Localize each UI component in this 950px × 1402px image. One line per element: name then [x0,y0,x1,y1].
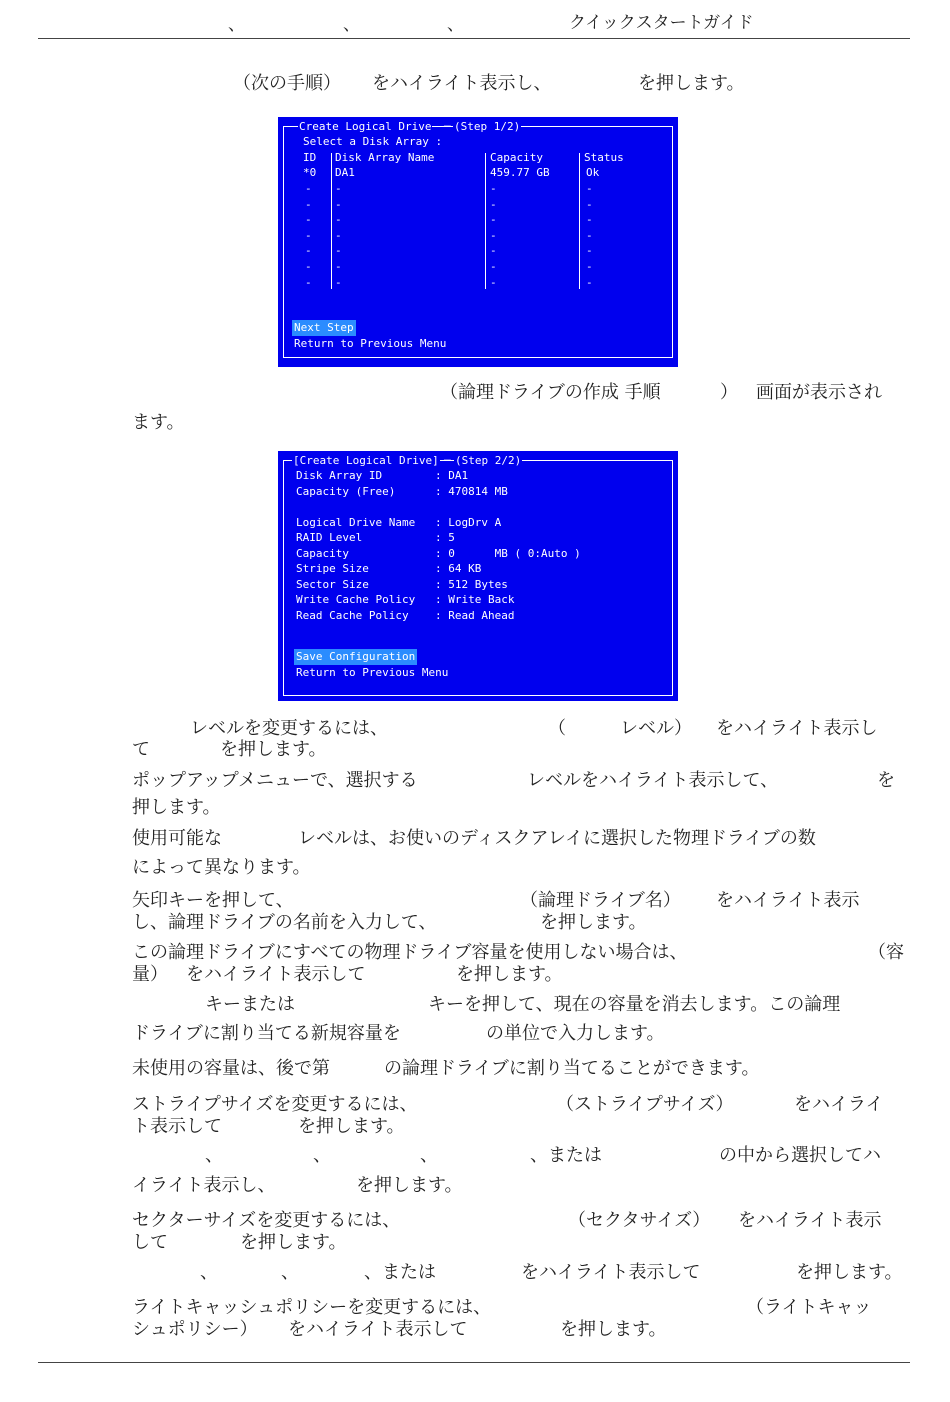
empty-cell: - [305,213,312,227]
screen-step-label: (Step 2/2) [455,454,522,467]
field-value: : LogDrv A [435,515,502,529]
empty-cell: - [305,182,312,195]
field-value: : DA1 [435,469,469,482]
paragraph-fragment: を押します。 [456,964,563,985]
paragraph-fragment: セクターサイズを変更するには、 [132,1210,401,1231]
paragraph-fragment: ストライプサイズを変更するには、 [132,1094,418,1115]
paragraph-fragment: 、 [313,1145,331,1166]
empty-cell: - [490,275,497,289]
field-value: : 512 Bytes [435,577,508,591]
return-menu-item[interactable]: Return to Previous Menu [296,666,449,679]
field-label: RAID Level [296,531,363,544]
caption-step2: （論理ドライブの作成 手順 [440,382,661,403]
save-configuration-button[interactable]: Save Configuration [296,650,416,663]
paragraph-fragment: 使用可能な [132,828,222,849]
paragraph-fragment: ポップアップメニューで、選択する [132,770,418,791]
column-divider [331,153,332,289]
paragraph-fragment: を押します。 [220,739,327,760]
paragraph-fragment: 未使用の容量は、後で第 [132,1058,330,1079]
header-comma: 、 [343,15,360,35]
empty-cell: - [586,244,593,258]
paragraph-fragment: イライト表示し、 [132,1175,276,1196]
header-comma: 、 [447,15,464,35]
caption-tail: ます。 [132,412,185,433]
terminal-screen-step1: Create Logical Drive ─ (Step 1/2) Select a Disk Array : ID Disk Array Name Capacity Status *0 DA1 459.77 GB Ok - - - - - - - - - - - - - - - - - - - - - - - - - - - - Next Step Return to Previous Menu [278,117,678,367]
paragraph-fragment: 、 [420,1145,438,1166]
empty-cell: - [490,260,497,273]
field-label: Capacity [296,546,349,560]
paragraph-fragment: レベルを変更するには、 [190,718,388,739]
paragraph-fragment: て [132,739,150,760]
paragraph-fragment: をハイライト表示 [738,1210,882,1231]
paragraph-fragment: をハイライト表示し [716,718,878,739]
paragraph-fragment: （論理ドライブ名） [520,890,681,911]
field-label: Write Cache Policy [296,593,416,606]
row-capacity: 459.77 GB [490,166,550,179]
paragraph-fragment: して [132,1232,168,1253]
empty-cell: - [305,260,312,273]
screen-title: Create Logical Drive [299,120,432,133]
empty-cell: - [586,260,593,273]
return-menu-item[interactable]: Return to Previous Menu [294,337,447,350]
paragraph-fragment: 、 [281,1262,299,1283]
field-label: Stripe Size [296,562,369,575]
paragraph-fragment: （ [548,718,566,739]
paragraph-fragment: キーを押して、現在の容量を消去します。この論理 [428,994,841,1015]
paragraph-fragment: （容 [868,942,904,963]
empty-cell: - [335,182,342,195]
field-label: Disk Array ID [296,469,383,482]
empty-cell: - [335,275,342,289]
column-header-status: Status [584,151,624,164]
empty-cell: - [305,275,312,289]
paragraph-fragment: を押します。 [796,1262,903,1283]
empty-cell: - [586,213,593,227]
empty-cell: - [335,228,342,242]
field-value: : Write Back [435,593,515,606]
empty-cell: - [335,213,342,227]
paragraph-fragment: をハイライ [794,1094,884,1115]
empty-cell: - [490,244,497,258]
row-id: *0 [303,166,317,179]
column-divider [485,153,486,289]
paragraph-fragment: の単位で入力します。 [486,1023,665,1044]
paragraph-fragment: 、または [364,1262,436,1283]
intro-next-step: （次の手順） [233,73,341,94]
paragraph-fragment: 、または [530,1145,602,1166]
paragraph-fragment: （ライトキャッ [746,1297,872,1318]
caption-close-paren: ） [720,382,738,403]
header-comma: 、 [228,15,245,35]
field-value: : Read Ahead [435,608,515,622]
empty-cell: - [335,260,342,273]
paragraph-fragment: この論理ドライブにすべての物理ドライブ容量を使用しない場合は、 [132,942,688,963]
paragraph-fragment: を押します。 [298,1116,405,1137]
empty-cell: - [586,197,593,211]
empty-cell: - [490,182,497,195]
caption-screen-shown: 画面が表示され [756,382,882,403]
empty-cell: - [335,244,342,258]
paragraph-fragment: を押します。 [240,1232,347,1253]
paragraph-fragment: の論理ドライブに割り当てることができます。 [384,1058,760,1079]
paragraph-fragment: ト表示して [132,1116,222,1137]
empty-cell: - [586,182,593,195]
empty-cell: - [490,228,497,242]
paragraph-fragment: ライトキャッシュポリシーを変更するには、 [132,1297,492,1318]
row-status: Ok [586,166,600,179]
paragraph-fragment: 押します。 [132,797,221,818]
paragraph-fragment: シュポリシー） [132,1319,258,1340]
screen-subtitle: Select a Disk Array : [303,135,443,148]
next-step-button[interactable]: Next Step [294,321,354,334]
field-label: Read Cache Policy [296,608,409,622]
row-name: DA1 [335,166,355,179]
field-value: : 5 [435,531,455,544]
paragraph-fragment: をハイライト表示して [288,1319,468,1340]
paragraph-fragment: 矢印キーを押して、 [132,890,294,911]
empty-cell: - [490,197,497,211]
field-label: Logical Drive Name [296,515,416,529]
intro-highlight: をハイライト表示し、 [372,73,552,94]
empty-cell: - [305,244,312,258]
paragraph-fragment: 、 [200,1262,218,1283]
screen-title: [Create Logical Drive] [293,454,439,467]
screen-step-label: (Step 1/2) [454,120,521,133]
paragraph-fragment: し、論理ドライブの名前を入力して、 [132,912,437,933]
terminal-screen-step2: [Create Logical Drive] ─ (Step 2/2) Disk Array ID : DA1 Capacity (Free) : 470814 MB Logical Drive Name : LogDrv A RAID Level : 5 Capacity : 0 MB ( 0:Auto ) Stripe Size : 64 KB Sector Size : 512 Bytes Write Cache Policy : Write Back Read Cache Policy : Read Ahead Save Configuration Return to Previous Menu [278,451,678,701]
paragraph-fragment: を押します。 [356,1175,463,1196]
empty-cell: - [490,213,497,227]
field-value: : 470814 MB [435,484,508,498]
paragraph-fragment: の中から選択してハ [719,1145,881,1166]
paragraph-fragment: によって異なります。 [132,857,311,878]
footer-divider [38,1362,910,1363]
header-divider [38,38,910,39]
field-label: Capacity (Free) [296,484,396,498]
paragraph-fragment: を押します。 [560,1319,667,1340]
header-title: クイックスタートガイド [569,13,754,33]
paragraph-fragment: ドライブに割り当てる新規容量を [132,1023,401,1044]
paragraph-fragment: レベルは、お使いのディスクアレイに選択した物理ドライブの数 [298,828,816,849]
field-label: Sector Size [296,577,369,591]
paragraph-fragment: をハイライト表示 [716,890,860,911]
column-header-capacity: Capacity [490,151,543,164]
column-header-name: Disk Array Name [335,151,435,164]
column-divider [579,153,580,289]
paragraph-fragment: （ストライプサイズ） [556,1094,734,1115]
paragraph-fragment: キーまたは [205,994,295,1015]
paragraph-fragment: 量） [132,964,168,985]
paragraph-fragment: を押します。 [540,912,647,933]
paragraph-fragment: を [877,770,895,791]
field-value: : 0 MB ( 0:Auto ) [435,546,581,560]
empty-cell: - [335,197,342,211]
empty-cell: - [305,228,312,242]
empty-cell: - [305,197,312,211]
paragraph-fragment: をハイライト表示して [186,964,366,985]
empty-cell: - [586,275,593,289]
paragraph-fragment: をハイライト表示して [521,1262,701,1283]
empty-cell: - [586,228,593,242]
paragraph-fragment: レベルをハイライト表示して、 [527,770,779,791]
field-value: : 64 KB [435,562,482,575]
column-header-id: ID [303,151,317,164]
intro-press: を押します。 [638,73,745,94]
paragraph-fragment: レベル） [620,718,692,739]
paragraph-fragment: （セクタサイズ） [568,1210,711,1231]
paragraph-fragment: 、 [205,1145,223,1166]
